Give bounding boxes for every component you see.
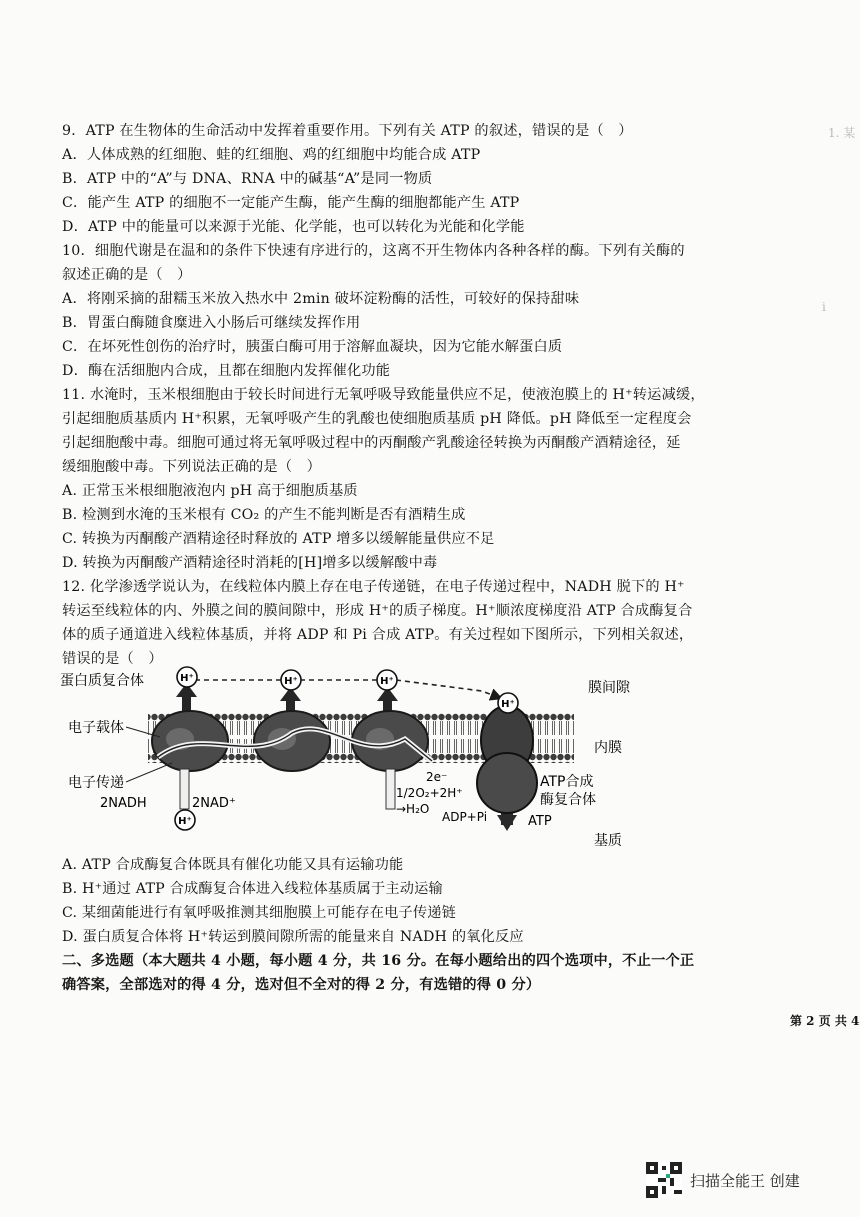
- q9-option-d: D．ATP 中的能量可以来源于光能、化学能，也可以转化为光能和化学能: [62, 219, 525, 235]
- label-intermembrane-space: 膜间隙: [588, 680, 630, 696]
- q12-option-d: D. 蛋白质复合体将 H⁺转运到膜间隙所需的能量来自 NADH 的氧化反应: [62, 929, 524, 945]
- q9-stem: 9．ATP 在生物体的生命活动中发挥着重要作用。下列有关 ATP 的叙述，错误的是（ ）: [62, 123, 633, 139]
- label-2e: 2e⁻: [426, 770, 448, 784]
- q10-option-d: D．酶在活细胞内合成，且都在细胞内发挥催化功能: [62, 363, 391, 379]
- qr-code-icon: [646, 1162, 682, 1198]
- label-nadh: 2NADH: [100, 796, 147, 811]
- q12-stem-line3: 体的质子通道进入线粒体基质，并将 ADP 和 Pi 合成 ATP。有关过程如下图所示，下列相关叙述，: [62, 627, 694, 643]
- svg-text:H⁺: H⁺: [180, 673, 194, 684]
- label-electron-transfer: 电子传递: [68, 775, 124, 791]
- bleed-through-text: 1. 某: [828, 126, 856, 140]
- q10-option-c: C．在坏死性创伤的治疗时，胰蛋白酶可用于溶解血凝块，因为它能水解蛋白质: [62, 339, 563, 355]
- q9-option-b: B．ATP 中的“A”与 DNA、RNA 中的碱基“A”是同一物质: [62, 171, 433, 187]
- label-adp-pi: ADP+Pi: [442, 810, 488, 824]
- electron-transport-diagram: [60, 665, 760, 849]
- q11-stem-line2: 引起细胞质基质内 H⁺积累，无氧呼吸产生的乳酸也使细胞质基质 pH 降低。pH 降低至一定程度会: [62, 411, 692, 427]
- q10-option-b: B．胃蛋白酶随食糜进入小肠后可继续发挥作用: [62, 315, 361, 331]
- svg-text:H⁺: H⁺: [178, 816, 192, 827]
- section2-heading-line2: 确答案，全部选对的得 4 分，选对但不全对的得 2 分，有选错的得 0 分）: [62, 977, 541, 993]
- q11-option-d: D. 转换为丙酮酸产酒精途径时消耗的[H]增多以缓解酸中毒: [62, 555, 438, 571]
- q10-stem-line2: 叙述正确的是（ ）: [62, 267, 192, 283]
- q9-option-a: A．人体成熟的红细胞、蛙的红细胞、鸡的红细胞中均能合成 ATP: [62, 147, 481, 163]
- q12-stem-line2: 转运至线粒体的内、外膜之间的膜间隙中，形成 H⁺的质子梯度。H⁺顺浓度梯度沿 ATP 合成酶复合: [62, 603, 693, 619]
- q12-option-a: A. ATP 合成酶复合体既具有催化功能又具有运输功能: [62, 857, 404, 873]
- q11-option-a: A. 正常玉米根细胞液泡内 pH 高于细胞质基质: [62, 483, 358, 499]
- q11-stem-line3: 引起细胞酸中毒。细胞可通过将无氧呼吸过程中的丙酮酸产乳酸途径转换为丙酮酸产酒精途径，延: [62, 435, 681, 451]
- label-inner-membrane: 内膜: [594, 740, 622, 756]
- proton-dashed-path: [195, 680, 500, 698]
- label-matrix: 基质: [594, 833, 622, 849]
- q10-stem-line1: 10．细胞代谢是在温和的条件下快速有序进行的，这离不开生物体内各种各样的酶。下列有关酶的: [62, 243, 685, 259]
- q12-option-c: C. 某细菌能进行有氧呼吸推测其细胞膜上可能存在电子传递链: [62, 905, 457, 921]
- q11-option-b: B. 检测到水淹的玉米根有 CO₂ 的产生不能判断是否有酒精生成: [62, 507, 466, 523]
- protein-complex-3: [352, 711, 428, 771]
- svg-text:H⁺: H⁺: [284, 676, 298, 687]
- label-oxygen: 1/2O₂+2H⁺: [396, 786, 463, 800]
- svg-text:H⁺: H⁺: [380, 676, 394, 687]
- q12-stem-line4: 错误的是（ ）: [62, 651, 163, 667]
- q10-option-a: A．将刚采摘的甜糯玉米放入热水中 2min 破坏淀粉酶的活性，可较好的保持甜味: [62, 291, 580, 307]
- section2-heading-line1: 二、多选题（本大题共 4 小题，每小题 4 分，共 16 分。在每小题给出的四个选项中，不止一个正: [62, 953, 695, 969]
- q9-option-c: C．能产生 ATP 的细胞不一定能产生酶，能产生酶的细胞都能产生 ATP: [62, 195, 520, 211]
- q12-stem-line1: 12. 化学渗透学说认为，在线粒体内膜上存在电子传递链，在电子传递过程中，NADH 脱下的 H⁺: [62, 579, 685, 595]
- page-number: 第 2 页 共 4: [790, 1014, 860, 1028]
- complex-3-stalk: [386, 769, 395, 809]
- scanner-stamp: [646, 1162, 800, 1198]
- label-electron-carrier: 电子载体: [68, 720, 124, 736]
- label-atp-synthase-1: ATP合成: [540, 774, 594, 790]
- scanner-stamp-text: 扫描全能王 创建: [690, 1171, 800, 1190]
- label-nad: 2NAD⁺: [192, 796, 236, 811]
- label-water: →H₂O: [396, 802, 430, 816]
- svg-text:H⁺: H⁺: [501, 699, 515, 710]
- q12-option-b: B. H⁺通过 ATP 合成酶复合体进入线粒体基质属于主动运输: [62, 881, 443, 897]
- bleed-through-text: ⅰ: [822, 300, 826, 314]
- label-protein-complex: 蛋白质复合体: [60, 673, 144, 689]
- label-atp-synthase-2: 酶复合体: [540, 792, 596, 808]
- label-atp: ATP: [528, 814, 552, 829]
- q11-option-c: C. 转换为丙酮酸产酒精途径时释放的 ATP 增多以缓解能量供应不足: [62, 531, 495, 547]
- protein-complex-1: [152, 711, 228, 771]
- q11-stem-line1: 11. 水淹时，玉米根细胞由于较长时间进行无氧呼吸导致能量供应不足，使液泡膜上的 H⁺转运减缓，: [62, 387, 705, 403]
- complex-1-stalk: [180, 769, 189, 809]
- q11-stem-line4: 缓细胞酸中毒。下列说法正确的是（ ）: [62, 459, 321, 475]
- protein-complex-2: [254, 711, 330, 771]
